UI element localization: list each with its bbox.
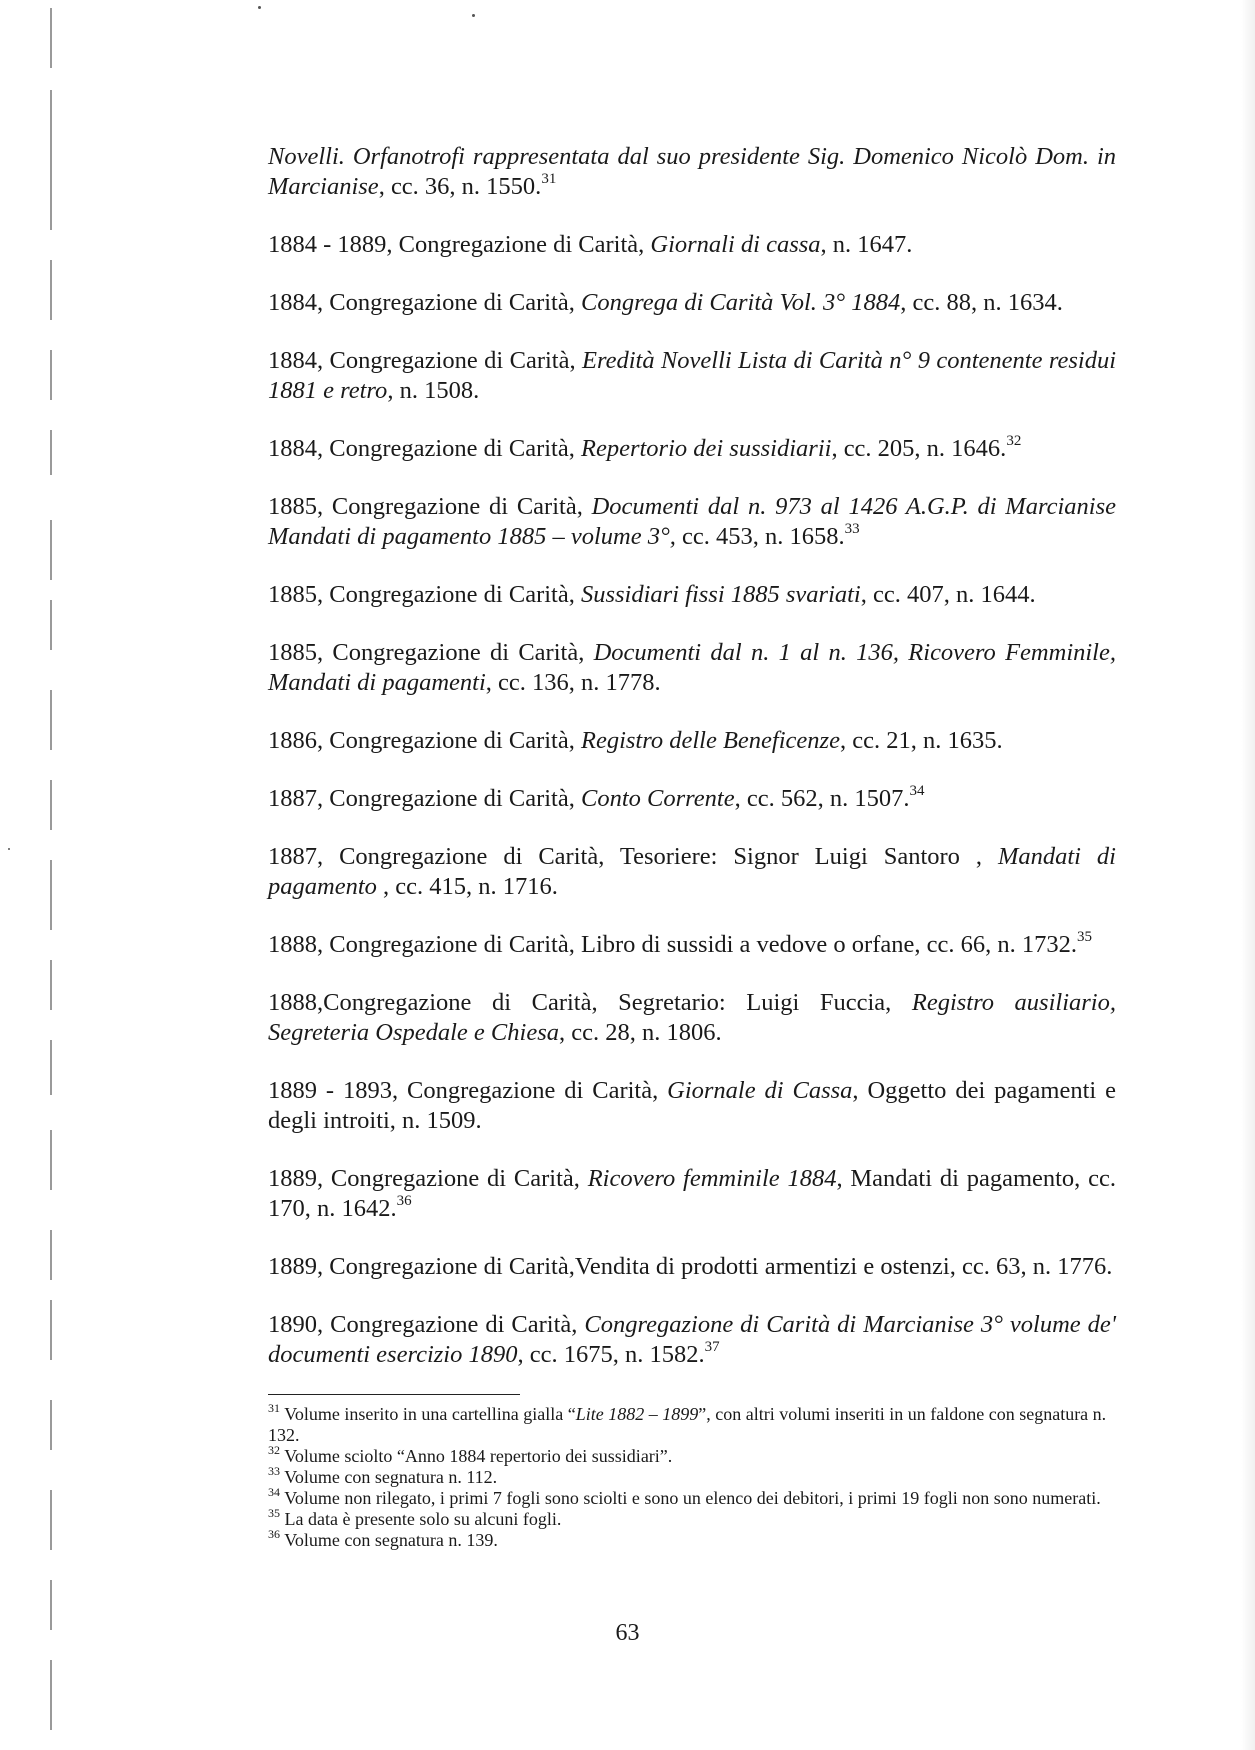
binding-mark: [50, 1040, 52, 1095]
text-run: 1888,Congregazione di Carità, Segretario: Luigi Fuccia,: [268, 989, 912, 1016]
footnote-ref: 35: [1077, 928, 1092, 945]
text-run: 1887, Congregazione di Carità, Tesoriere: Signor Luigi Santoro ,: [268, 843, 998, 870]
text-run: , cc. 28, n. 1806.: [559, 1019, 722, 1046]
italic-title: Registro delle Beneficenze: [580, 727, 840, 754]
text-run: 1888, Congregazione di Carità, Libro di sussidi a vedove o orfane, cc. 66, n. 1732.: [268, 931, 1077, 958]
text-run: Volume con segnatura n. 139.: [284, 1530, 498, 1550]
text-run: 1889, Congregazione di Carità,Vendita di prodotti armentizi e ostenzi, cc. 63, n. 1776.: [268, 1253, 1113, 1280]
archive-entry: [268, 842, 1116, 902]
text-run: , cc. 562, n. 1507.: [734, 785, 910, 812]
archive-entry: [268, 346, 1116, 406]
italic-title: Giornale di Cassa: [667, 1077, 853, 1104]
footnotes: [268, 1401, 1116, 1551]
archive-entry: [268, 1164, 1116, 1224]
footnote-number: 31: [268, 1401, 280, 1415]
text-run: 1889 - 1893, Congregazione di Carità,: [268, 1077, 668, 1104]
archive-entry: [268, 230, 1116, 260]
text-run: , cc. 88, n. 1634.: [900, 289, 1063, 316]
footnote-ref: 31: [541, 170, 557, 187]
binding-mark: [50, 860, 52, 930]
binding-mark: [50, 350, 52, 400]
text-run: Volume non rilegato, i primi 7 fogli sono sciolti e sono un elenco dei debitori, i primi 19 fogli non sono numerati.: [284, 1488, 1101, 1508]
text-run: cc. 453, n. 1658.: [675, 523, 845, 550]
entry-list: [268, 142, 1116, 1398]
footnote-ref: 33: [844, 520, 860, 537]
text-run: 1885, Congregazione di Carità,: [268, 493, 592, 520]
footnote-number: 36: [268, 1527, 280, 1541]
text-run: , cc. 205, n. 1646.: [831, 435, 1007, 462]
italic-title: Giornali di cassa: [650, 231, 821, 258]
text-run: 1884, Congregazione di Carità,: [268, 435, 581, 462]
text-run: , cc. 415, n. 1716.: [376, 873, 558, 900]
footnote-ref: 34: [909, 782, 925, 799]
archive-entry: [268, 930, 1116, 960]
text-run: , Oggetto dei pagamenti e degli introiti, n. 1509.: [268, 1077, 1116, 1134]
italic-title: Repertorio dei sussidiarii: [580, 435, 832, 462]
text-run: 1885, Congregazione di Carità,: [268, 639, 594, 666]
archive-entry: [268, 288, 1116, 318]
scan-speck: [472, 14, 475, 17]
text-run: , cc. 1675, n. 1582.: [517, 1341, 705, 1368]
binding-mark: [50, 600, 52, 650]
page-number: 63: [615, 1620, 640, 1646]
binding-mark: [50, 1490, 52, 1550]
italic-title: Ricovero femminile 1884: [587, 1165, 837, 1192]
binding-mark: [50, 1130, 52, 1190]
binding-mark: [50, 1230, 52, 1280]
text-run: , Mandati di pagamento, cc. 170, n. 1642.: [268, 1165, 1116, 1222]
italic-title: Novelli. Orfanotrofi rappresentata dal suo presidente Sig. Domenico Nicolò Dom. in Marcianise: [268, 143, 1116, 200]
text-run: Volume con segnatura n. 112.: [284, 1467, 498, 1487]
footnote-ref: 37: [704, 1338, 720, 1355]
binding-mark: [50, 1300, 52, 1360]
footnote: [268, 1443, 1116, 1467]
italic-title: Eredità Novelli Lista di Carità n° 9 contenente residui 1881 e retro: [268, 347, 1116, 404]
footnote-ref: 36: [396, 1192, 412, 1209]
binding-mark: [50, 260, 52, 320]
footnote-separator: [268, 1394, 520, 1395]
text-run: 1885, Congregazione di Carità,: [268, 581, 581, 608]
text-run: , cc. 21, n. 1635.: [839, 727, 1003, 754]
scan-speck: [258, 6, 261, 9]
italic-title: Congregazione di Carità di Marcianise 3° volume de' documenti esercizio 1890: [268, 1311, 1116, 1368]
footnote: [268, 1506, 1116, 1530]
italic-title: Mandati di pagamento: [268, 843, 1116, 900]
binding-mark: [50, 690, 52, 750]
footnote: [268, 1527, 1116, 1551]
archive-entry: [268, 580, 1116, 610]
footnote-ref: 32: [1006, 432, 1022, 449]
text-run: ”, con altri volumi inseriti in un faldone con segnatura n. 132.: [268, 1404, 1107, 1445]
text-run: Volume inserito in una cartellina gialla “: [284, 1404, 576, 1424]
text-run: 1884, Congregazione di Carità,: [268, 289, 581, 316]
text-run: , n. 1647.: [820, 231, 913, 258]
text-run: 1887, Congregazione di Carità,: [268, 785, 581, 812]
text-run: , n. 1508.: [387, 377, 480, 404]
archive-entry: [268, 784, 1116, 814]
scan-speck: [8, 848, 10, 850]
binding-mark: [50, 1400, 52, 1450]
footnote-number: 34: [268, 1485, 280, 1499]
archive-entry: [268, 638, 1116, 698]
footnote: [268, 1401, 1116, 1446]
archive-entry: [268, 1252, 1116, 1282]
text-run: 1886, Congregazione di Carità,: [268, 727, 581, 754]
binding-mark: [50, 8, 52, 68]
text-run: 1889, Congregazione di Carità,: [268, 1165, 588, 1192]
archive-entry: [268, 1310, 1116, 1370]
binding-mark: [50, 780, 52, 830]
binding-mark: [50, 960, 52, 1010]
italic-title: Registro ausiliario, Segreteria Ospedale e Chiesa: [268, 989, 1116, 1046]
archive-entry: [268, 492, 1116, 552]
text-run: Volume sciolto “Anno 1884 repertorio dei sussidiari”.: [284, 1446, 673, 1466]
binding-mark: [50, 520, 52, 580]
italic-title: Documenti dal n. 1 al n. 136, Ricovero Femminile, Mandati di pagamenti: [268, 639, 1116, 696]
archive-entry: [268, 1076, 1116, 1136]
italic-title: Congrega di Carità Vol. 3° 1884: [580, 289, 901, 316]
footnote-number: 35: [268, 1506, 280, 1520]
binding-mark: [50, 1660, 52, 1730]
italic-title: Lite 1882 – 1899: [575, 1404, 699, 1424]
italic-title: Sussidiari fissi 1885 svariati: [580, 581, 861, 608]
archive-entry: [268, 434, 1116, 464]
footnote: [268, 1464, 1116, 1488]
italic-title: Documenti dal n. 973 al 1426 A.G.P. di Marcianise Mandati di pagamento 1885 – volume 3°,: [268, 493, 1116, 550]
binding-mark: [50, 90, 52, 230]
text-run: 1884, Congregazione di Carità,: [268, 347, 582, 374]
italic-title: Conto Corrente: [580, 785, 735, 812]
footnote-number: 32: [268, 1443, 280, 1457]
footnote-number: 33: [268, 1464, 280, 1478]
text-run: 1890, Congregazione di Carità,: [268, 1311, 585, 1338]
page-edge-shadow: [1241, 0, 1255, 1750]
text-run: , cc. 136, n. 1778.: [485, 669, 661, 696]
binding-mark: [50, 430, 52, 475]
archive-entry: [268, 726, 1116, 756]
archive-entry: [268, 988, 1116, 1048]
text-run: La data è presente solo su alcuni fogli.: [284, 1509, 562, 1529]
text-run: , cc. 36, n. 1550.: [378, 173, 542, 200]
text-run: 1884 - 1889, Congregazione di Carità,: [268, 231, 651, 258]
text-run: , cc. 407, n. 1644.: [860, 581, 1036, 608]
archive-entry: [268, 142, 1116, 202]
footnote: [268, 1485, 1116, 1509]
